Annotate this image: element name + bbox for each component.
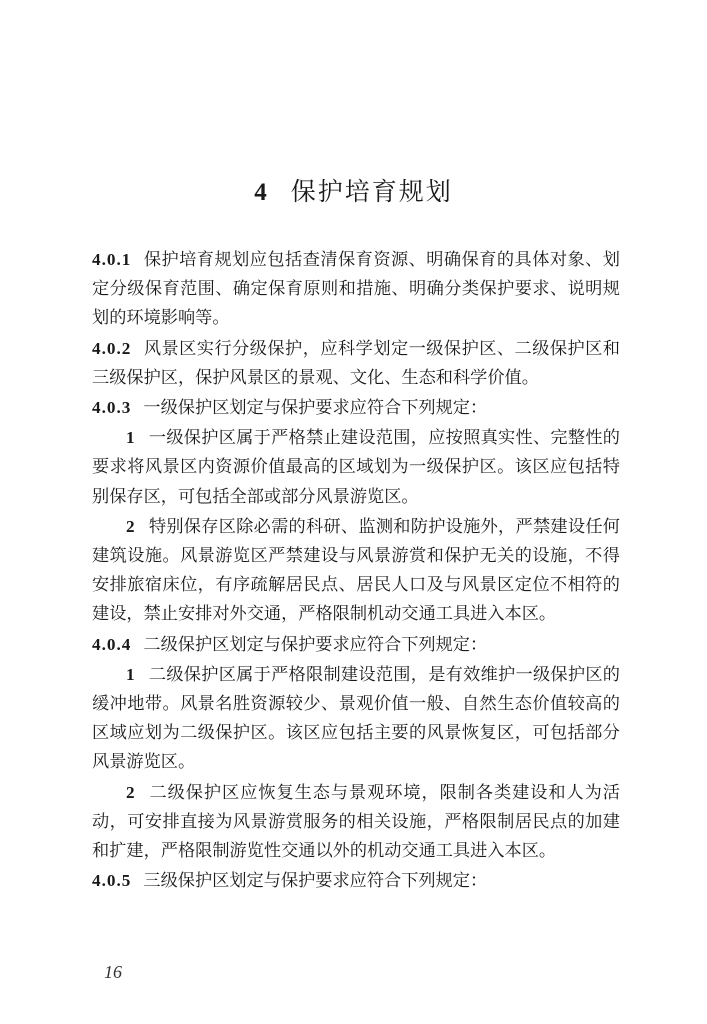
page-number: 16 bbox=[104, 962, 122, 982]
clause-4-0-3 bbox=[92, 393, 620, 423]
clause-4-0-3-item-2 bbox=[92, 512, 620, 630]
clause-4-0-4-item-2 bbox=[92, 778, 620, 867]
item-text: 特别保存区除必需的科研、监测和防护设施外，严禁建设任何建筑设施。风景游览区严禁建设与风景游赏和保护无关的设施，不得安排旅宿床位，有序疏解居民点、居民人口及与风景区定位不相符的建设，禁止安排对外交通，严格限制机动交通工具进入本区。 bbox=[92, 516, 620, 625]
clause-number: 4.0.1 bbox=[92, 250, 132, 269]
item-number: 1 bbox=[126, 428, 135, 448]
item-text: 二级保护区应恢复生态与景观环境，限制各类建设和人为活动，可安排直接为风景游赏服务的相关设施，严格限制居民点的加建和扩建，严格限制游览性交通以外的机动交通工具进入本区。 bbox=[92, 782, 620, 862]
clause-text: 保护培育规划应包括查清保育资源、明确保育的具体对象、划定分级保育范围、确定保育原则和措施、明确分类保护要求、说明规划的环境影响等。 bbox=[92, 250, 620, 329]
clause-number: 4.0.4 bbox=[92, 634, 132, 654]
clause-text: 三级保护区划定与保护要求应符合下列规定： bbox=[143, 871, 488, 892]
clause-number: 4.0.2 bbox=[92, 338, 132, 358]
item-number: 2 bbox=[126, 782, 135, 802]
item-number: 2 bbox=[126, 516, 135, 536]
item-text: 一级保护区属于严格禁止建设范围，应按照真实性、完整性的要求将风景区内资源价值最高的区域划为一级保护区。该区应包括特别保存区，可包括全部或部分风景游览区。 bbox=[92, 428, 620, 507]
clause-text: 二级保护区划定与保护要求应符合下列规定： bbox=[143, 634, 488, 655]
item-text: 二级保护区属于严格限制建设范围，是有效维护一级保护区的缓冲地带。风景名胜资源较少、景观价值一般、自然生态价值较高的区域应划为二级保护区。该区应包括主要的风景恢复区，可包括部分风景游览区。 bbox=[92, 664, 620, 773]
body-text bbox=[92, 245, 620, 896]
item-number: 1 bbox=[126, 664, 135, 684]
clause-4-0-4 bbox=[92, 630, 620, 660]
clause-number: 4.0.5 bbox=[92, 871, 132, 891]
clause-4-0-1 bbox=[92, 245, 620, 334]
chapter-title-text: 保护培育规划 bbox=[290, 177, 453, 206]
clause-number: 4.0.3 bbox=[92, 398, 132, 418]
clause-4-0-5 bbox=[92, 866, 620, 896]
clause-text: 风景区实行分级保护，应科学划定一级保护区、二级保护区和三级保护区，保护风景区的景观、文化、生态和科学价值。 bbox=[92, 338, 620, 388]
clause-4-0-3-item-1 bbox=[92, 423, 620, 512]
chapter-number: 4 bbox=[254, 179, 269, 206]
clause-4-0-4-item-1 bbox=[92, 660, 620, 778]
chapter-title bbox=[0, 172, 707, 213]
clause-text: 一级保护区划定与保护要求应符合下列规定： bbox=[143, 398, 488, 419]
clause-4-0-2 bbox=[92, 334, 620, 393]
